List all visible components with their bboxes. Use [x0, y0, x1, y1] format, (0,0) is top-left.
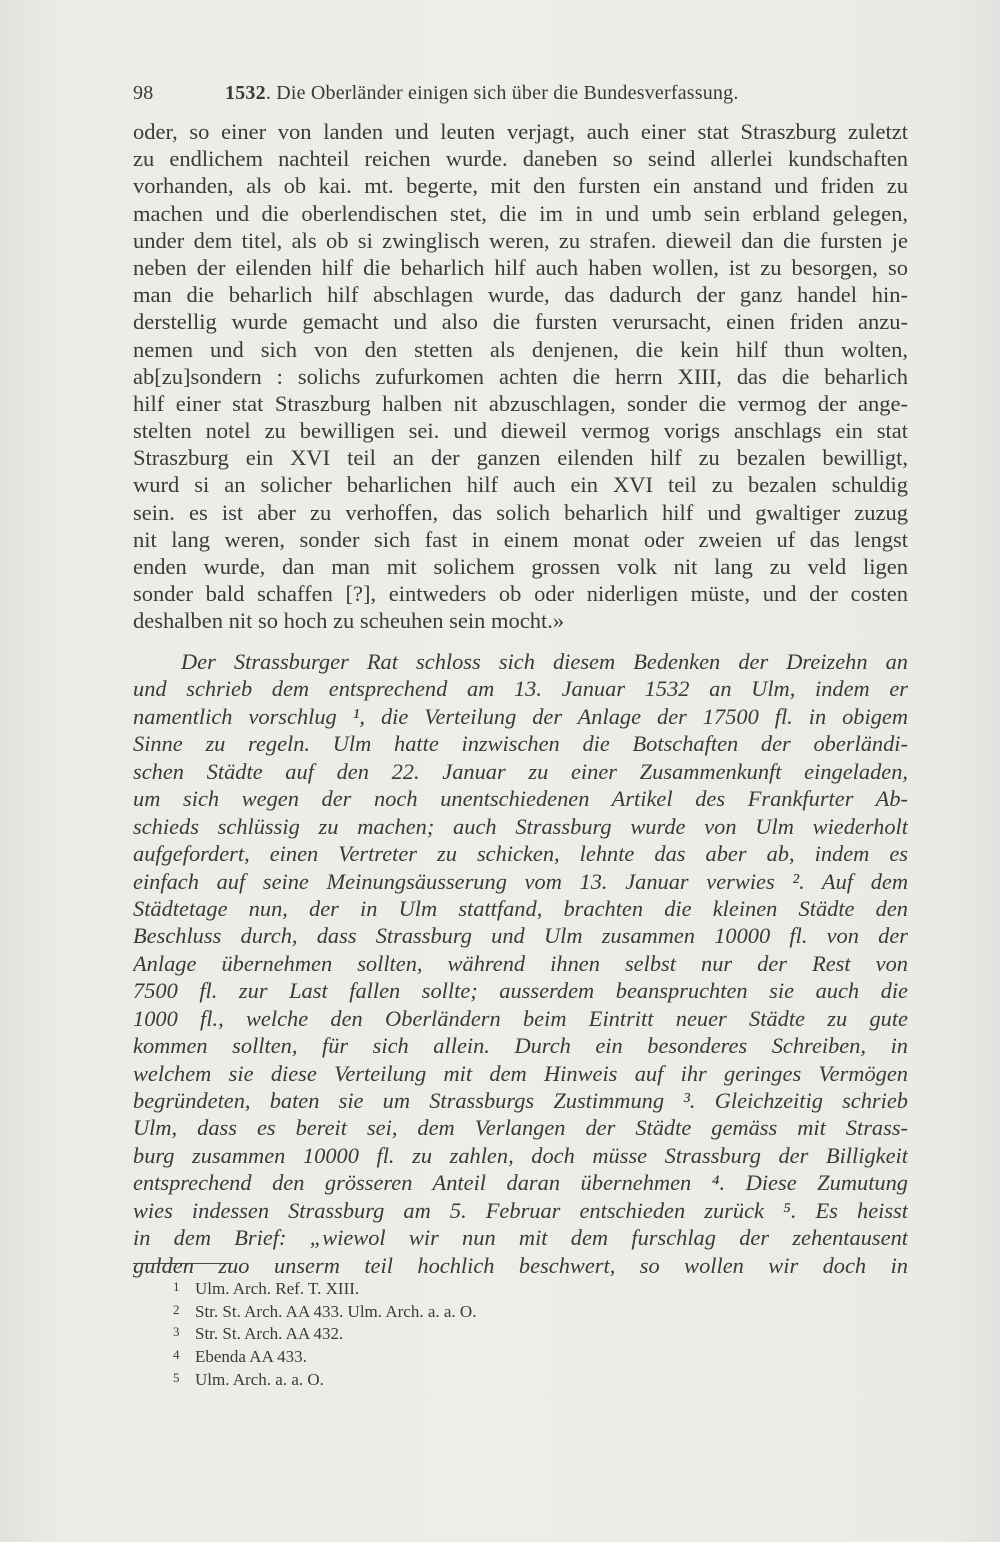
body-line: schieds schlüssig zu machen; auch Strassburg wurde von Ulm wiederholt	[133, 813, 908, 839]
body-line: und schrieb dem entsprechend am 13. Januar 1532 an Ulm, indem er	[133, 676, 908, 702]
body-line: einfach auf seine Meinungsäusserung vom 13. Januar verwies ². Auf dem	[133, 868, 908, 894]
quote-line: sein. es ist aber zu verhoffen, das solich beharlich hilf und gwaltiger zuzug	[133, 499, 908, 525]
quote-line: zu endlichem nachteil reichen wurde. daneben so seind allerlei kundschaften	[133, 146, 908, 172]
body-line: entsprechend den grösseren Anteil daran übernehmen ⁴. Diese Zumutung	[133, 1170, 908, 1196]
footnotes	[173, 1276, 673, 1389]
body-line: wies indessen Strassburg am 5. Februar entschieden zurück ⁵. Es heisst	[133, 1197, 908, 1223]
body-line: Der Strassburger Rat schloss sich diesem Bedenken der Dreizehn an	[181, 649, 908, 674]
body-line: schen Städte auf den 22. Januar zu einer Zusammenkunft eingeladen,	[133, 758, 908, 784]
footnote-text: Ulm. Arch. Ref. T. XIII.	[195, 1279, 360, 1298]
quote-line: neben der eilenden hilf die beharlich hilf auch haben wollen, ist zu besorgen, so	[133, 254, 908, 280]
quote-line: under dem titel, als ob si zwinglisch weren, zu strafen. dieweil dan die fursten je	[133, 227, 908, 253]
footnote	[173, 1321, 673, 1344]
body-line: begründeten, baten sie um Strassburgs Zustimmung ³. Gleichzeitig schrieb	[133, 1088, 908, 1113]
body-line: kommen sollten, für sich allein. Durch ein besonderes Schreiben, in	[133, 1033, 908, 1059]
footnote-text: Str. St. Arch. AA 432.	[195, 1324, 344, 1344]
quote-line: nit lang weren, sonder sich fast in einem monat oder zweien uf das lengst	[133, 526, 908, 552]
quote-line: stelten notel zu bewilligen sei. und dieweil vermog vorigs anschlags ein stat	[133, 418, 908, 444]
body-line: gulden zuo unserm teil hochlich beschwert, so wollen wir doch in	[133, 1252, 908, 1278]
footnote-number: 3	[173, 1324, 180, 1340]
running-header	[133, 82, 913, 105]
footnote-text: Ulm. Arch. a. a. O.	[195, 1369, 324, 1389]
quote-line: sonder bald schaffen [?], eintweders ob oder niderligen müste, und der costen	[133, 581, 908, 607]
quote-line: deshalben nit so hoch zu scheuhen sein mocht.»	[133, 608, 565, 634]
body-line: aufgefordert, einen Vertreter zu schicken, lehnte das aber ab, indem es	[133, 841, 908, 867]
body-line: Ulm, dass es bereit sei, dem Verlangen der Städte gemäss mit Strass-	[133, 1115, 908, 1141]
footnote	[173, 1344, 673, 1367]
body-paragraph	[133, 648, 908, 1279]
footnote-number: 5	[173, 1369, 180, 1385]
quoted-source-text	[133, 118, 908, 635]
page-number: 98	[133, 82, 154, 104]
footnote-number: 2	[173, 1301, 180, 1317]
quote-line: vorhanden, als ob kai. mt. begerte, mit den fursten ein anstand und friden zu	[133, 173, 908, 199]
body-line: burg zusammen 10000 fl. zu zahlen, doch müsse Strassburg der Billigkeit	[133, 1142, 908, 1168]
footnote	[173, 1367, 673, 1390]
body-line: welchem sie diese Verteilung mit dem Hinweis auf ihr geringes Vermögen	[133, 1060, 908, 1086]
body-line: Anlage übernehmen sollten, während ihnen selbst nur der Rest von	[133, 950, 908, 976]
quote-line: man die beharlich hilf abschlagen wurde, das dadurch der ganz handel hin-	[133, 282, 908, 308]
quote-line: Straszburg ein XVI teil an der ganzen eilenden hilf zu bezalen bewilligt,	[133, 445, 908, 471]
quote-line: ab[zu]sondern : solichs zufurkomen achten die herrn XIII, das die beharlich	[133, 363, 908, 389]
body-line: 7500 fl. zur Last fallen sollte; ausserdem beanspruchten sie auch die	[133, 978, 908, 1004]
body-line: 1000 fl., welche den Oberländern beim Eintritt neuer Städte zu gute	[133, 1005, 908, 1031]
footnote	[173, 1276, 673, 1299]
quote-line: oder, so einer von landen und leuten verjagt, auch einer stat Straszburg zuletzt	[133, 119, 908, 144]
header-title: . Die Oberländer einigen sich über die Bundesverfassung.	[265, 82, 739, 104]
body-line: Städtetage nun, der in Ulm stattfand, brachten die kleinen Städte den	[133, 895, 908, 921]
quote-line: machen und die oberlendischen stet, die im in und umb sein erbland gelegen,	[133, 200, 908, 226]
quote-line: wurd si an solicher beharlichen hilf auch ein XVI teil zu bezalen schuldig	[133, 472, 908, 498]
quote-line: hilf einer stat Straszburg halben nit abzuschlagen, sonder die vermog der ange-	[133, 390, 908, 416]
footnote-divider	[133, 1263, 233, 1264]
body-line: Sinne zu regeln. Ulm hatte inzwischen die Botschaften der oberländi-	[133, 731, 908, 757]
body-line: namentlich vorschlug ¹, die Verteilung der Anlage der 17500 fl. in obigem	[133, 703, 908, 729]
footnote	[173, 1299, 673, 1322]
quote-line: enden wurde, dan man mit solichem grossen volk nit lang zu veld ligen	[133, 554, 908, 579]
quote-line: nemen und sich von den stetten als denjenen, die kein hilf thun wolten,	[133, 336, 908, 362]
header-year: 1532	[225, 82, 266, 104]
body-line: Beschluss durch, dass Strassburg und Ulm zusammen 10000 fl. von der	[133, 923, 908, 949]
body-line: in dem Brief: „wiewol wir nun mit dem furschlag der zehentausent	[133, 1225, 908, 1251]
quote-line: derstellig wurde gemacht und also die fursten verursacht, einen friden anzu-	[133, 309, 908, 335]
footnote-text: Ebenda AA 433.	[195, 1347, 307, 1367]
footnote-text: Str. St. Arch. AA 433. Ulm. Arch. a. a. O.	[195, 1301, 477, 1321]
footnote-number: 1	[173, 1279, 180, 1294]
footnote-number: 4	[173, 1347, 180, 1363]
body-line: um sich wegen der noch unentschiedenen Artikel des Frankfurter Ab-	[133, 786, 908, 812]
